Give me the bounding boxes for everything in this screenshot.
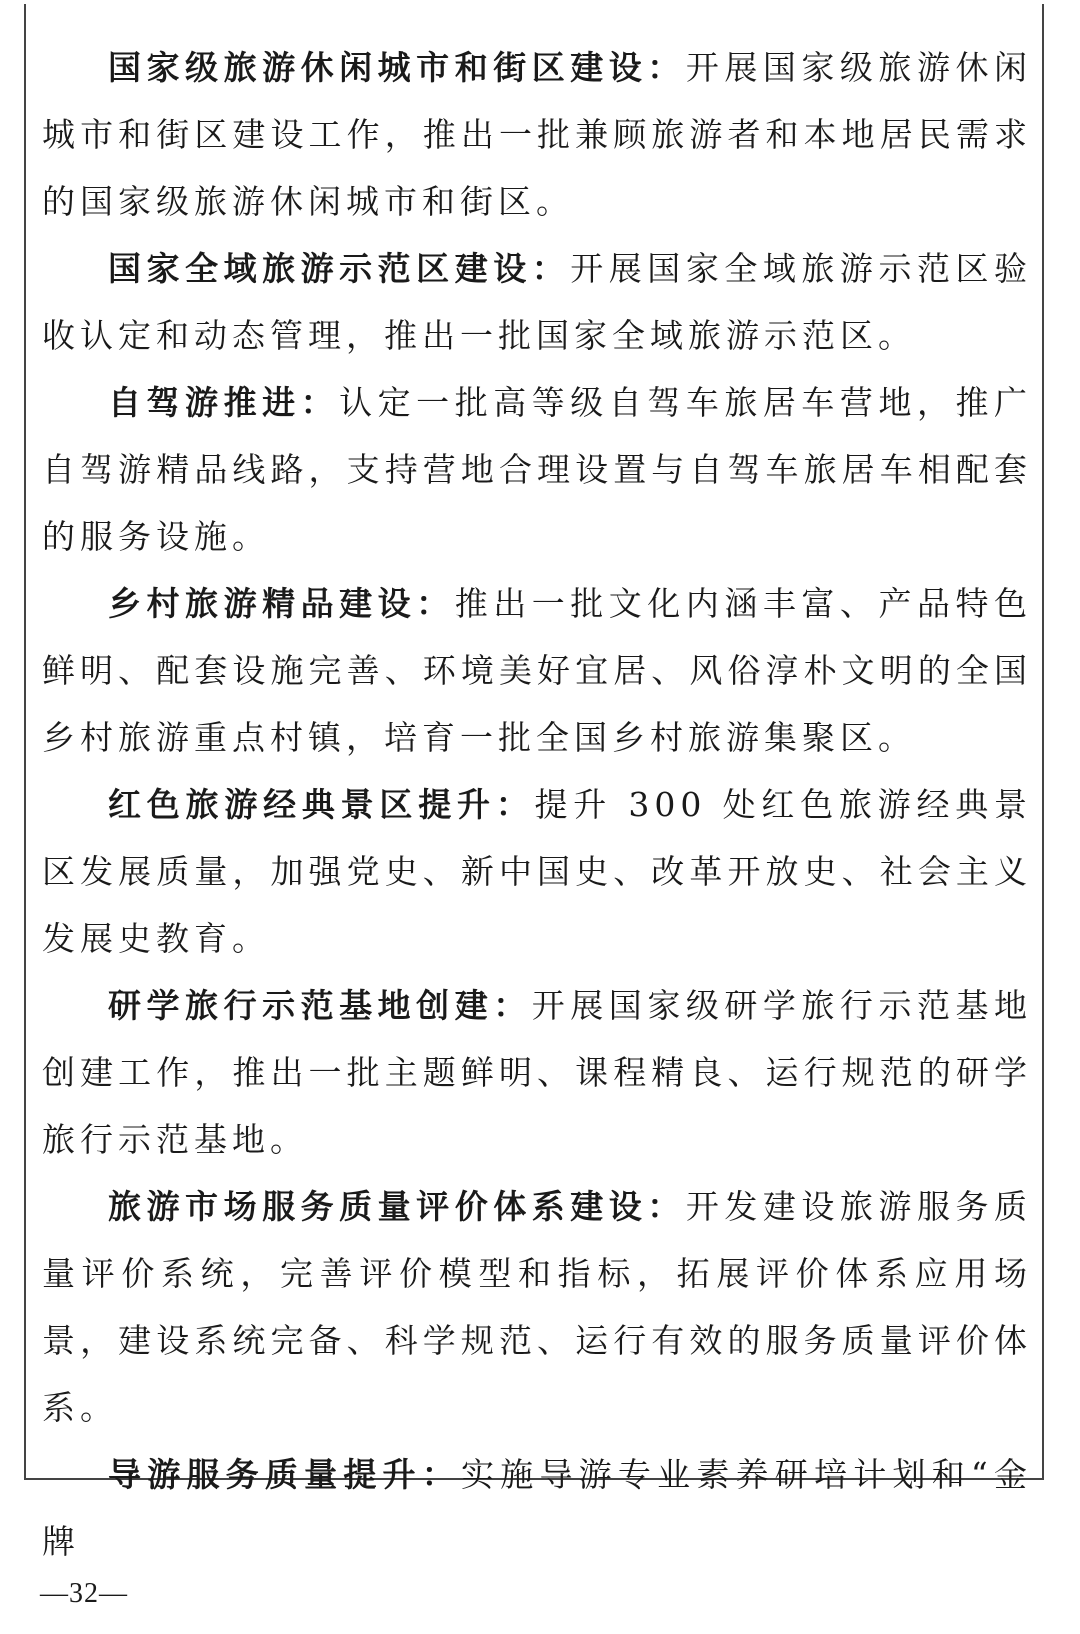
paragraph-heading: 红色旅游经典景区提升： [108,785,535,824]
paragraph-text: 开发建设旅游服务质量评价系统，完善评价模型和指标，拓展评价体系应用场景，建设系统完备、科学规范、运行有效的服务质量评价体系。 [42,1187,1033,1427]
paragraph-all-for-one-tourism [42,235,1032,369]
paragraph-tourism-leisure-cities [42,34,1032,235]
paragraph-tour-guide-quality [42,1441,1032,1575]
paragraph-text: 认定一批高等级自驾车旅居车营地，推广自驾游精品线路，支持营地合理设置与自驾车旅居车相配套的服务设施。 [42,383,1033,556]
paragraph-service-quality-evaluation [42,1173,1032,1441]
paragraph-text: 提升 300 处红色旅游经典景区发展质量，加强党史、新中国史、改革开放史、社会主义发展史教育。 [42,785,1032,958]
paragraph-heading: 旅游市场服务质量评价体系建设： [108,1187,686,1226]
paragraph-heading: 研学旅行示范基地创建： [108,986,532,1025]
paragraph-rural-tourism [42,570,1032,771]
paragraph-study-travel-bases [42,972,1032,1173]
paragraph-text: 实施导游专业素养研培计划和“金牌 [42,1455,1033,1561]
paragraph-text: 开展国家全域旅游示范区验收认定和动态管理，推出一批国家全域旅游示范区。 [42,249,1033,355]
paragraph-text: 开展国家级研学旅行示范基地创建工作，推出一批主题鲜明、课程精良、运行规范的研学旅行示范基地。 [42,986,1033,1159]
page-number: —32— [40,1578,128,1609]
paragraph-heading: 自驾游推进： [108,383,340,422]
paragraph-heading: 国家全域旅游示范区建设： [108,249,571,288]
document-body [42,34,1032,1575]
paragraph-text: 推出一批文化内涵丰富、产品特色鲜明、配套设施完善、环境美好宜居、风俗淳朴文明的全国乡村旅游重点村镇，培育一批全国乡村旅游集聚区。 [42,584,1033,757]
paragraph-red-tourism [42,771,1032,972]
paragraph-heading: 国家级旅游休闲城市和街区建设： [108,48,686,87]
paragraph-heading: 乡村旅游精品建设： [108,584,455,623]
paragraph-text: 开展国家级旅游休闲城市和街区建设工作，推出一批兼顾旅游者和本地居民需求的国家级旅游休闲城市和街区。 [42,48,1033,221]
paragraph-self-driving-tourism [42,369,1032,570]
paragraph-heading: 导游服务质量提升： [108,1455,462,1494]
